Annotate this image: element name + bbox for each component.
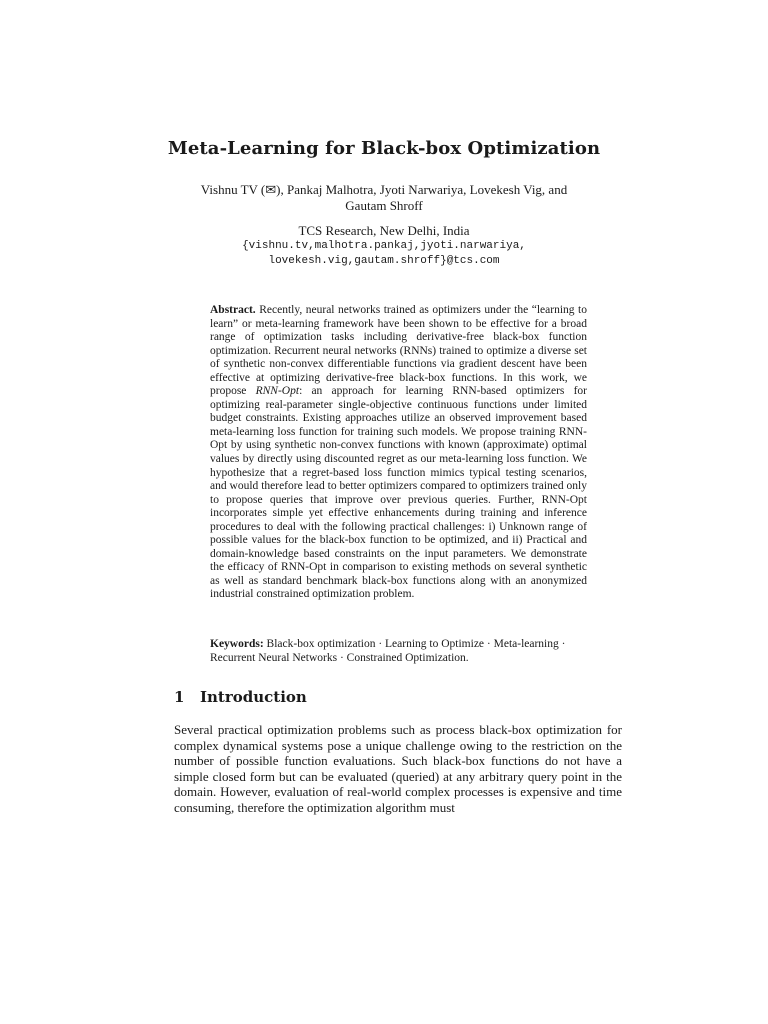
paper-title: Meta-Learning for Black-box Optimization [167,138,601,159]
authors-line-1: Vishnu TV (✉), Pankaj Malhotra, Jyoti Narwariya, Lovekesh Vig, and [200,182,568,197]
abstract-text-part-2: : an approach for learning RNN-based optimizers for optimizing real-parameter single-objective continuous functions under limited budget constraints. Existing approaches utilize an observed improvement based meta-learning loss function for training such models. We propose training RNN-Opt by using synthetic non-convex functions with known (approximate) optimal values by directly using discounted regret as our meta-learning loss function. We hypothesize that a regret-based loss function mimics typical testing scenarios, and would therefore lead to better optimizers compared to optimizers trained only to propose queries that improve over previous queries. Further, RNN-Opt incorporates simple yet effective enhancements during training and inference procedures to deal with the following practical challenges: i) Unknown range of possible values for the black-box function to be optimized, and ii) Practical and domain-knowledge based constraints on the input parameters. We demonstrate the efficacy of RNN-Opt in comparison to existing methods on several synthetic as well as standard benchmark black-box functions along with an anonymized industrial constrained optimization problem. [210,385,587,601]
emails-line-2: lovekesh.vig,gautam.shroff}@tcs.com [268,255,500,267]
section-number: 1 [174,688,185,706]
abstract-method-name: RNN-Opt [255,385,300,398]
keywords [210,637,600,665]
section-title: Introduction [200,688,307,706]
emails-line-1: {vishnu.tv,malhotra.pankaj,jyoti.narwariya, [242,240,526,252]
keywords-text: Black-box optimization · Learning to Optimize · Meta-learning · Recurrent Neural Networks · Constrained Optimization. [210,638,566,664]
authors-line-2: Gautam Shroff [345,198,423,213]
keywords-label: Keywords: [210,638,264,650]
section-body-text: Several practical optimization problems such as process black-box optimization for complex dynamical systems pose a unique challenge owing to the restriction on the number of possible function evaluations. Such black-box functions do not have a simple closed form but can be evaluated (queried) at any arbitrary query point in the domain. However, evaluation of real-world complex processes is expensive and time consuming, therefore the optimization algorithm must [174,722,622,815]
abstract [210,304,587,602]
affiliation: TCS Research, New Delhi, India [298,223,470,238]
section-heading [174,688,307,706]
abstract-text-part-1: Recently, neural networks trained as optimizers under the “learning to learn” or meta-learning framework have been shown to be effective for a broad range of optimization tasks including derivative-free black-box function optimization. Recurrent neural networks (RNNs) trained to optimize a diverse set of synthetic non-convex differentiable functions via gradient descent have been effective at optimizing derivative-free black-box functions. In this work, we propose [210,304,588,398]
author-list [184,182,584,214]
abstract-label: Abstract. [210,304,256,316]
author-emails [184,239,584,269]
